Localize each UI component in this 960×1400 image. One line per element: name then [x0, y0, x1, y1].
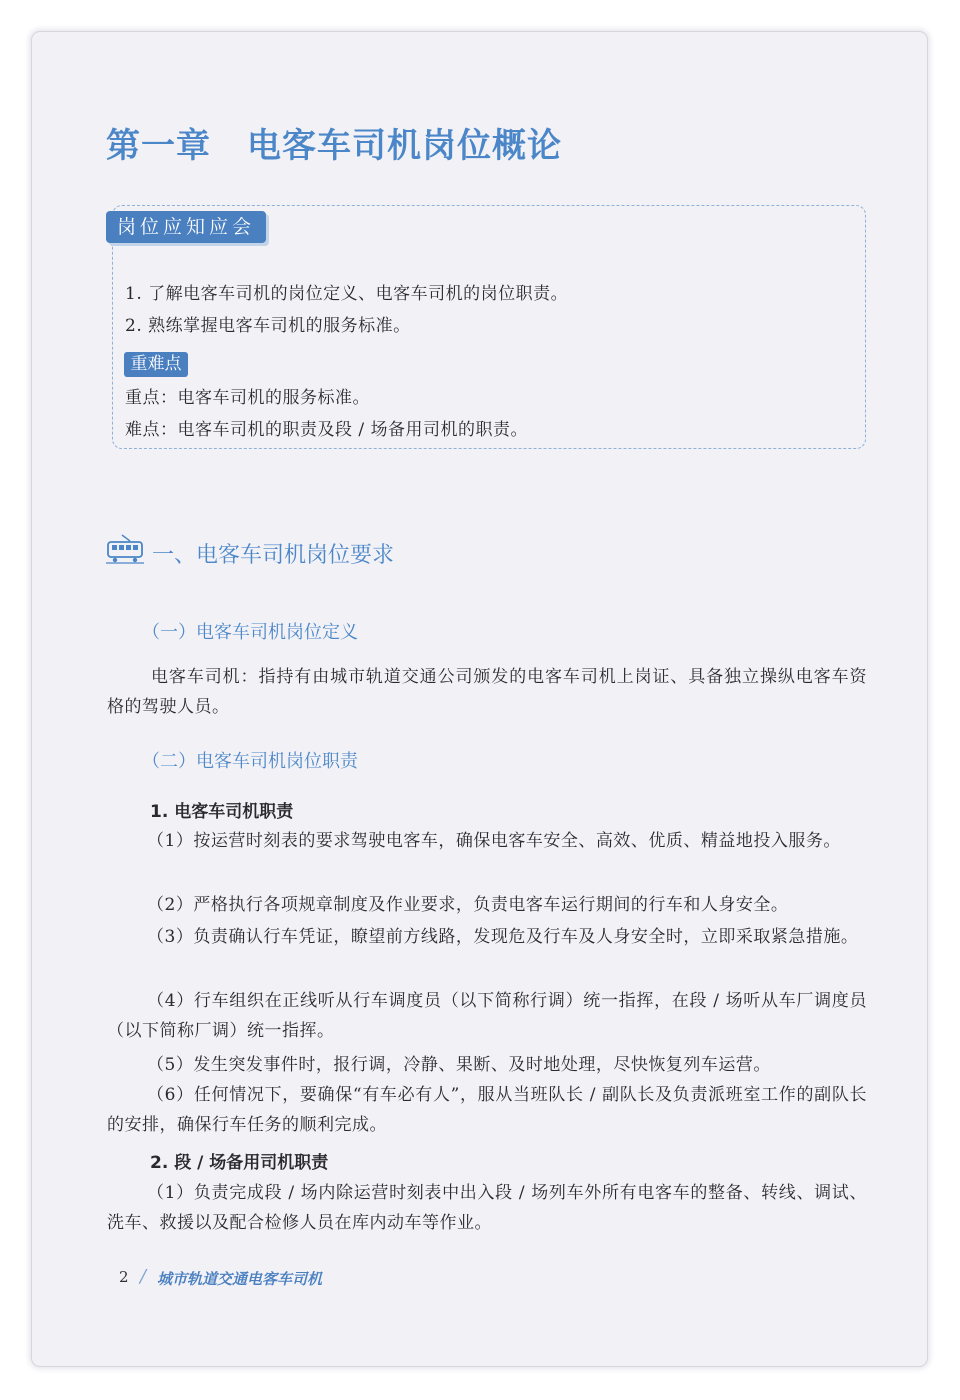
- section-heading: 一、电客车司机岗位要求: [152, 543, 395, 568]
- duty-paragraph-1: （1）按运营时刻表的要求驾驶电客车，确保电客车安全、高效、优质、精益地投入服务。: [147, 831, 841, 851]
- item-heading-driver-duties: 1. 电客车司机职责: [150, 802, 294, 822]
- footer-book-title: 城市轨道交通电客车司机: [157, 1270, 323, 1288]
- knowledge-tab: 岗位应知应会: [106, 211, 266, 243]
- key-point: 重点：电客车司机的服务标准。: [125, 388, 370, 408]
- knowledge-item-2: 2. 熟练掌握电客车司机的服务标准。: [125, 316, 411, 336]
- footer-divider: /: [140, 1266, 147, 1287]
- duty-paragraph-2: （2）严格执行各项规章制度及作业要求，负责电客车运行期间的行车和人身安全。: [147, 895, 789, 915]
- duty-paragraph-5: （5）发生突发事件时，报行调，冷静、果断、及时地处理，尽快恢复列车运营。: [147, 1055, 771, 1075]
- item-heading-backup-duties: 2. 段 / 场备用司机职责: [150, 1153, 329, 1173]
- chapter-name: 电客车司机岗位概论: [247, 126, 562, 166]
- duty-paragraph-6: （6）任何情况下，要确保“有车必有人”，服从当班队长 / 副队长及负责派班室工作的副队长的安排，确保行车任务的顺利完成。: [107, 1085, 867, 1135]
- backup-duty-paragraph-1: （1）负责完成段 / 场内除运营时刻表中出入段 / 场列车外所有电客车的整备、转线、调试、洗车、救援以及配合检修人员在库内动车等作业。: [107, 1183, 867, 1233]
- chapter-number: 第一章: [106, 126, 211, 166]
- knowledge-item-1: 1. 了解电客车司机的岗位定义、电客车司机的岗位职责。: [125, 284, 569, 304]
- subsection-heading-duties: （二）电客车司机岗位职责: [142, 751, 358, 772]
- train-icon: [106, 534, 144, 564]
- page-number: 2: [119, 1268, 129, 1286]
- definition-paragraph: 电客车司机：指持有由城市轨道交通公司颁发的电客车司机上岗证、具备独立操纵电客车资格的驾驶人员。: [107, 667, 867, 717]
- chapter-title: [106, 118, 562, 167]
- hard-point: 难点：电客车司机的职责及段 / 场备用司机的职责。: [125, 420, 529, 440]
- difficulty-tab: 重难点: [124, 352, 188, 377]
- duty-paragraph-4: （4）行车组织在正线听从行车调度员（以下简称行调）统一指挥，在段 / 场听从车厂调度员（以下简称厂调）统一指挥。: [107, 991, 867, 1041]
- subsection-heading-definition: （一）电客车司机岗位定义: [142, 622, 358, 643]
- duty-paragraph-3: （3）负责确认行车凭证，瞭望前方线路，发现危及行车及人身安全时，立即采取紧急措施。: [147, 927, 859, 947]
